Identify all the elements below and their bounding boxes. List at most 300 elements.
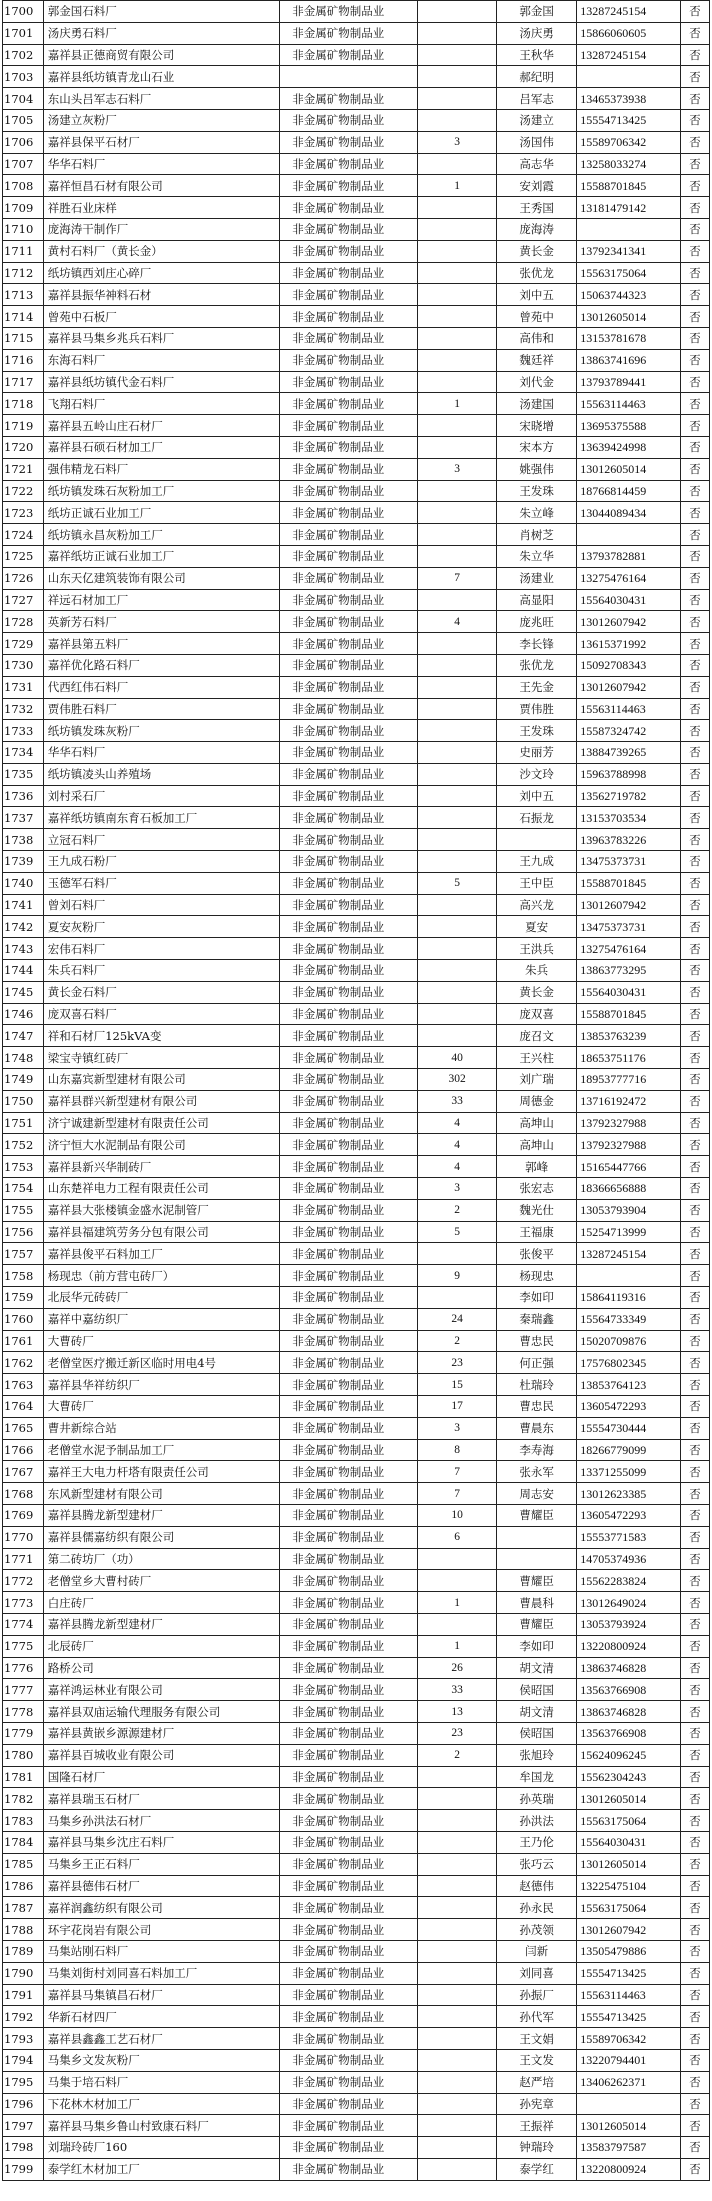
phone-cell: 13012605014 (577, 2115, 681, 2137)
enterprise-table (2, 0, 710, 2181)
enterprise-name-cell: 英新芳石料厂 (43, 611, 280, 633)
count-cell (418, 2006, 497, 2028)
contact-person-cell: 高兴龙 (497, 894, 577, 916)
industry-cell: 非金属矿物制品业 (280, 938, 418, 960)
flag-cell: 否 (681, 1940, 710, 1962)
row-number-cell: 1725 (3, 545, 44, 567)
phone-cell: 13563766908 (577, 1722, 681, 1744)
phone-cell: 14705374936 (577, 1548, 681, 1570)
row-number-cell: 1757 (3, 1243, 44, 1265)
enterprise-name-cell: 曾刘石料厂 (43, 894, 280, 916)
table-row (3, 1722, 710, 1744)
enterprise-name-cell: 嘉祥县鑫鑫工艺石材厂 (43, 2028, 280, 2050)
contact-person-cell: 刘同喜 (497, 1962, 577, 1984)
row-number-cell: 1789 (3, 1940, 44, 1962)
enterprise-name-cell: 嘉祥王大电力杆塔有限责任公司 (43, 1461, 280, 1483)
count-cell (418, 1, 497, 23)
count-cell (418, 153, 497, 175)
table-row (3, 1679, 710, 1701)
industry-cell: 非金属矿物制品业 (280, 1679, 418, 1701)
contact-person-cell: 孙宪章 (497, 2093, 577, 2115)
industry-cell: 非金属矿物制品业 (280, 327, 418, 349)
table-row (3, 1701, 710, 1723)
enterprise-name-cell: 汤庆勇石料厂 (43, 22, 280, 44)
phone-cell: 18766814459 (577, 480, 681, 502)
industry-cell: 非金属矿物制品业 (280, 1396, 418, 1418)
flag-cell: 否 (681, 2137, 710, 2159)
count-cell (418, 698, 497, 720)
table-row (3, 393, 710, 415)
table-row (3, 1, 710, 23)
phone-cell: 15564733349 (577, 1308, 681, 1330)
industry-cell: 非金属矿物制品业 (280, 1526, 418, 1548)
row-number-cell: 1755 (3, 1199, 44, 1221)
enterprise-name-cell: 下花林木材加工厂 (43, 2093, 280, 2115)
row-number-cell: 1767 (3, 1461, 44, 1483)
industry-cell: 非金属矿物制品业 (280, 1069, 418, 1091)
flag-cell: 否 (681, 567, 710, 589)
contact-person-cell: 曹耀臣 (497, 1613, 577, 1635)
industry-cell: 非金属矿物制品业 (280, 829, 418, 851)
contact-person-cell: 李如印 (497, 1635, 577, 1657)
enterprise-name-cell: 朱兵石料厂 (43, 960, 280, 982)
count-cell: 302 (418, 1069, 497, 1091)
row-number-cell: 1726 (3, 567, 44, 589)
enterprise-name-cell: 山东天亿建筑装饰有限公司 (43, 567, 280, 589)
phone-cell: 15864119316 (577, 1287, 681, 1309)
enterprise-name-cell: 大曹砖厂 (43, 1396, 280, 1418)
flag-cell: 否 (681, 1069, 710, 1091)
contact-person-cell: 姚强伟 (497, 458, 577, 480)
enterprise-name-cell: 宏伟石料厂 (43, 938, 280, 960)
industry-cell: 非金属矿物制品业 (280, 1657, 418, 1679)
industry-cell: 非金属矿物制品业 (280, 2049, 418, 2071)
row-number-cell: 1714 (3, 306, 44, 328)
phone-cell: 13275476164 (577, 938, 681, 960)
contact-person-cell: 郝纪明 (497, 66, 577, 88)
contact-person-cell: 刘中五 (497, 785, 577, 807)
flag-cell: 否 (681, 349, 710, 371)
industry-cell: 非金属矿物制品业 (280, 1308, 418, 1330)
enterprise-name-cell: 嘉祥县瑞玉石材厂 (43, 1788, 280, 1810)
enterprise-name-cell: 嘉祥县儒嘉纺织有限公司 (43, 1526, 280, 1548)
count-cell (418, 2115, 497, 2137)
count-cell (418, 676, 497, 698)
contact-person-cell: 史丽芳 (497, 742, 577, 764)
contact-person-cell: 魏光仕 (497, 1199, 577, 1221)
enterprise-name-cell: 华华石料厂 (43, 742, 280, 764)
enterprise-name-cell: 嘉祥县德伟石材厂 (43, 1875, 280, 1897)
count-cell: 2 (418, 1744, 497, 1766)
row-number-cell: 1746 (3, 1003, 44, 1025)
count-cell: 4 (418, 611, 497, 633)
phone-cell: 18953777716 (577, 1069, 681, 1091)
count-cell (418, 2137, 497, 2159)
table-row (3, 545, 710, 567)
enterprise-name-cell: 第二砖坊厂（功） (43, 1548, 280, 1570)
contact-person-cell: 王振祥 (497, 2115, 577, 2137)
phone-cell: 13258033274 (577, 153, 681, 175)
count-cell (418, 371, 497, 393)
industry-cell: 非金属矿物制品业 (280, 611, 418, 633)
industry-cell: 非金属矿物制品业 (280, 1483, 418, 1505)
industry-cell: 非金属矿物制品业 (280, 1439, 418, 1461)
flag-cell: 否 (681, 2028, 710, 2050)
flag-cell: 否 (681, 1199, 710, 1221)
flag-cell: 否 (681, 393, 710, 415)
flag-cell: 否 (681, 1504, 710, 1526)
industry-cell: 非金属矿物制品业 (280, 1875, 418, 1897)
row-number-cell: 1773 (3, 1592, 44, 1614)
industry-cell: 非金属矿物制品业 (280, 2093, 418, 2115)
table-row (3, 785, 710, 807)
count-cell: 33 (418, 1679, 497, 1701)
row-number-cell: 1729 (3, 633, 44, 655)
row-number-cell: 1723 (3, 502, 44, 524)
row-number-cell: 1703 (3, 66, 44, 88)
flag-cell: 否 (681, 1134, 710, 1156)
table-row (3, 1003, 710, 1025)
contact-person-cell: 汤建国 (497, 393, 577, 415)
count-cell: 5 (418, 1221, 497, 1243)
row-number-cell: 1794 (3, 2049, 44, 2071)
phone-cell: 13053793904 (577, 1199, 681, 1221)
flag-cell: 否 (681, 1766, 710, 1788)
table-row (3, 589, 710, 611)
contact-person-cell: 孙代军 (497, 2006, 577, 2028)
enterprise-name-cell: 嘉祥中嘉纺织厂 (43, 1308, 280, 1330)
row-number-cell: 1701 (3, 22, 44, 44)
flag-cell: 否 (681, 1112, 710, 1134)
flag-cell: 否 (681, 960, 710, 982)
flag-cell: 否 (681, 2093, 710, 2115)
phone-cell: 13012607942 (577, 676, 681, 698)
industry-cell: 非金属矿物制品业 (280, 1810, 418, 1832)
table-row (3, 284, 710, 306)
phone-cell: 13562719782 (577, 785, 681, 807)
count-cell: 15 (418, 1374, 497, 1396)
enterprise-name-cell: 纸坊镇发珠灰粉厂 (43, 720, 280, 742)
enterprise-name-cell: 嘉祥县俊平石料加工厂 (43, 1243, 280, 1265)
row-number-cell: 1759 (3, 1287, 44, 1309)
industry-cell: 非金属矿物制品业 (280, 851, 418, 873)
enterprise-name-cell: 大曹砖厂 (43, 1330, 280, 1352)
contact-person-cell: 宋本方 (497, 436, 577, 458)
flag-cell: 否 (681, 851, 710, 873)
enterprise-name-cell: 嘉祥县第五料厂 (43, 633, 280, 655)
count-cell (418, 960, 497, 982)
enterprise-name-cell: 嘉祥县振华神料石材 (43, 284, 280, 306)
industry-cell: 非金属矿物制品业 (280, 1461, 418, 1483)
industry-cell: 非金属矿物制品业 (280, 763, 418, 785)
enterprise-name-cell: 老僧堂乡大曹村砖厂 (43, 1570, 280, 1592)
count-cell: 3 (418, 1417, 497, 1439)
table-row (3, 327, 710, 349)
table-row (3, 1548, 710, 1570)
industry-cell: 非金属矿物制品业 (280, 1635, 418, 1657)
row-number-cell: 1732 (3, 698, 44, 720)
table-row (3, 1287, 710, 1309)
flag-cell: 否 (681, 1439, 710, 1461)
phone-cell: 13465373938 (577, 88, 681, 110)
count-cell (418, 720, 497, 742)
flag-cell: 否 (681, 1, 710, 23)
industry-cell: 非金属矿物制品业 (280, 1570, 418, 1592)
industry-cell: 非金属矿物制品业 (280, 1766, 418, 1788)
count-cell (418, 1810, 497, 1832)
contact-person-cell: 赵严培 (497, 2071, 577, 2093)
phone-cell: 15563175064 (577, 262, 681, 284)
contact-person-cell: 侯昭国 (497, 1679, 577, 1701)
count-cell (418, 2071, 497, 2093)
enterprise-name-cell: 嘉祥纸坊镇南东育石板加工厂 (43, 807, 280, 829)
flag-cell: 否 (681, 371, 710, 393)
enterprise-name-cell: 嘉祥鸿运林业有限公司 (43, 1679, 280, 1701)
phone-cell: 13475373731 (577, 916, 681, 938)
flag-cell: 否 (681, 938, 710, 960)
flag-cell: 否 (681, 284, 710, 306)
flag-cell: 否 (681, 1025, 710, 1047)
flag-cell: 否 (681, 175, 710, 197)
enterprise-name-cell: 华华石料厂 (43, 153, 280, 175)
industry-cell: 非金属矿物制品业 (280, 545, 418, 567)
table-row (3, 1199, 710, 1221)
contact-person-cell: 孙英瑞 (497, 1788, 577, 1810)
contact-person-cell: 王秋华 (497, 44, 577, 66)
contact-person-cell: 闫新 (497, 1940, 577, 1962)
row-number-cell: 1798 (3, 2137, 44, 2159)
contact-person-cell: 汤国伟 (497, 131, 577, 153)
phone-cell: 13053793924 (577, 1613, 681, 1635)
table-row (3, 1810, 710, 1832)
row-number-cell: 1728 (3, 611, 44, 633)
table-row (3, 131, 710, 153)
contact-person-cell: 周志安 (497, 1483, 577, 1505)
table-row (3, 175, 710, 197)
count-cell (418, 349, 497, 371)
count-cell: 3 (418, 1178, 497, 1200)
row-number-cell: 1777 (3, 1679, 44, 1701)
phone-cell: 13863773295 (577, 960, 681, 982)
row-number-cell: 1758 (3, 1265, 44, 1287)
row-number-cell: 1741 (3, 894, 44, 916)
count-cell (418, 22, 497, 44)
row-number-cell: 1751 (3, 1112, 44, 1134)
contact-person-cell: 周德金 (497, 1090, 577, 1112)
phone-cell: 18653751176 (577, 1047, 681, 1069)
table-row (3, 371, 710, 393)
row-number-cell: 1712 (3, 262, 44, 284)
count-cell (418, 415, 497, 437)
table-row (3, 1504, 710, 1526)
table-row (3, 1635, 710, 1657)
flag-cell: 否 (681, 1984, 710, 2006)
enterprise-name-cell: 马集于培石料厂 (43, 2071, 280, 2093)
row-number-cell: 1790 (3, 1962, 44, 1984)
industry-cell: 非金属矿物制品业 (280, 1548, 418, 1570)
industry-cell: 非金属矿物制品业 (280, 1352, 418, 1374)
industry-cell: 非金属矿物制品业 (280, 2028, 418, 2050)
count-cell (418, 1613, 497, 1635)
industry-cell: 非金属矿物制品业 (280, 785, 418, 807)
count-cell (418, 545, 497, 567)
count-cell: 5 (418, 872, 497, 894)
table-row (3, 1744, 710, 1766)
count-cell (418, 66, 497, 88)
table-row (3, 1461, 710, 1483)
enterprise-name-cell: 嘉祥县纸坊镇青龙山石业 (43, 66, 280, 88)
enterprise-name-cell: 山东嘉宾新型建材有限公司 (43, 1069, 280, 1091)
table-row (3, 851, 710, 873)
flag-cell: 否 (681, 545, 710, 567)
contact-person-cell: 胡文清 (497, 1657, 577, 1679)
row-number-cell: 1731 (3, 676, 44, 698)
table-row (3, 1265, 710, 1287)
count-cell (418, 981, 497, 1003)
industry-cell: 非金属矿物制品业 (280, 1, 418, 23)
enterprise-name-cell: 马集乡王正石料厂 (43, 1853, 280, 1875)
flag-cell: 否 (681, 218, 710, 240)
enterprise-name-cell: 嘉祥县纸坊镇代金石料厂 (43, 371, 280, 393)
table-row (3, 676, 710, 698)
phone-cell: 13583797587 (577, 2137, 681, 2159)
contact-person-cell: 孙洪法 (497, 1810, 577, 1832)
enterprise-name-cell: 济宁诚建新型建材有限责任公司 (43, 1112, 280, 1134)
industry-cell: 非金属矿物制品业 (280, 1090, 418, 1112)
count-cell (418, 306, 497, 328)
flag-cell: 否 (681, 1701, 710, 1723)
count-cell: 7 (418, 567, 497, 589)
phone-cell (577, 524, 681, 546)
contact-person-cell: 庞双喜 (497, 1003, 577, 1025)
industry-cell: 非金属矿物制品业 (280, 306, 418, 328)
industry-cell: 非金属矿物制品业 (280, 633, 418, 655)
phone-cell: 15563114463 (577, 393, 681, 415)
industry-cell: 非金属矿物制品业 (280, 807, 418, 829)
industry-cell: 非金属矿物制品业 (280, 2158, 418, 2180)
flag-cell: 否 (681, 66, 710, 88)
count-cell (418, 1766, 497, 1788)
contact-person-cell (497, 1548, 577, 1570)
row-number-cell: 1730 (3, 654, 44, 676)
contact-person-cell: 沙文玲 (497, 763, 577, 785)
phone-cell: 15589706342 (577, 2028, 681, 2050)
count-cell: 13 (418, 1701, 497, 1723)
industry-cell: 非金属矿物制品业 (280, 1265, 418, 1287)
table-row (3, 306, 710, 328)
table-row (3, 1047, 710, 1069)
table-row (3, 567, 710, 589)
industry-cell: 非金属矿物制品业 (280, 1788, 418, 1810)
phone-cell: 15624096245 (577, 1744, 681, 1766)
contact-person-cell: 郭金国 (497, 1, 577, 23)
industry-cell: 非金属矿物制品业 (280, 567, 418, 589)
flag-cell: 否 (681, 807, 710, 829)
phone-cell: 15564030431 (577, 589, 681, 611)
enterprise-name-cell: 嘉祥县五岭山庄石材厂 (43, 415, 280, 437)
row-number-cell: 1786 (3, 1875, 44, 1897)
table-row (3, 1439, 710, 1461)
contact-person-cell: 高志华 (497, 153, 577, 175)
contact-person-cell: 王兴柱 (497, 1047, 577, 1069)
table-row (3, 829, 710, 851)
phone-cell (577, 1265, 681, 1287)
flag-cell: 否 (681, 981, 710, 1003)
contact-person-cell: 汤庆勇 (497, 22, 577, 44)
industry-cell: 非金属矿物制品业 (280, 1613, 418, 1635)
row-number-cell: 1761 (3, 1330, 44, 1352)
enterprise-name-cell: 华新石材四厂 (43, 2006, 280, 2028)
enterprise-name-cell: 东海石料厂 (43, 349, 280, 371)
phone-cell: 13863746828 (577, 1701, 681, 1723)
industry-cell: 非金属矿物制品业 (280, 720, 418, 742)
contact-person-cell: 杨现忠 (497, 1265, 577, 1287)
enterprise-name-cell: 东山头吕军志石料厂 (43, 88, 280, 110)
flag-cell: 否 (681, 1613, 710, 1635)
enterprise-name-cell: 郭金国石料厂 (43, 1, 280, 23)
row-number-cell: 1745 (3, 981, 44, 1003)
enterprise-name-cell: 嘉祥县马集乡沈庄石料厂 (43, 1831, 280, 1853)
enterprise-name-cell: 王九成石粉厂 (43, 851, 280, 873)
phone-cell: 18266779099 (577, 1439, 681, 1461)
industry-cell: 非金属矿物制品业 (280, 88, 418, 110)
enterprise-name-cell: 嘉祥县百城收业有限公司 (43, 1744, 280, 1766)
phone-cell: 13012605014 (577, 1788, 681, 1810)
enterprise-name-cell: 马集乡孙洪法石材厂 (43, 1810, 280, 1832)
contact-person-cell: 高伟和 (497, 327, 577, 349)
enterprise-name-cell: 嘉祥县石硕石材加工厂 (43, 436, 280, 458)
table-row (3, 938, 710, 960)
table-row (3, 1330, 710, 1352)
table-row (3, 1308, 710, 1330)
count-cell (418, 938, 497, 960)
count-cell (418, 894, 497, 916)
table-row (3, 44, 710, 66)
contact-person-cell: 魏廷祥 (497, 349, 577, 371)
flag-cell: 否 (681, 131, 710, 153)
phone-cell: 13716192472 (577, 1090, 681, 1112)
row-number-cell: 1775 (3, 1635, 44, 1657)
flag-cell: 否 (681, 1330, 710, 1352)
flag-cell: 否 (681, 872, 710, 894)
row-number-cell: 1718 (3, 393, 44, 415)
table-row (3, 197, 710, 219)
phone-cell: 15587324742 (577, 720, 681, 742)
row-number-cell: 1781 (3, 1766, 44, 1788)
count-cell (418, 1853, 497, 1875)
count-cell (418, 1962, 497, 1984)
phone-cell: 13153703534 (577, 807, 681, 829)
industry-cell: 非金属矿物制品业 (280, 1112, 418, 1134)
count-cell: 17 (418, 1396, 497, 1418)
enterprise-name-cell: 嘉祥县腾龙新型建材厂 (43, 1613, 280, 1635)
flag-cell: 否 (681, 153, 710, 175)
row-number-cell: 1744 (3, 960, 44, 982)
table-row (3, 1657, 710, 1679)
industry-cell: 非金属矿物制品业 (280, 2115, 418, 2137)
row-number-cell: 1788 (3, 1919, 44, 1941)
flag-cell: 否 (681, 1919, 710, 1941)
count-cell (418, 633, 497, 655)
count-cell (418, 524, 497, 546)
contact-person-cell: 曹忠民 (497, 1396, 577, 1418)
phone-cell: 17576802345 (577, 1352, 681, 1374)
contact-person-cell: 吕军志 (497, 88, 577, 110)
flag-cell: 否 (681, 589, 710, 611)
contact-person-cell: 杜瑞玲 (497, 1374, 577, 1396)
flag-cell: 否 (681, 1810, 710, 1832)
phone-cell: 15563114463 (577, 1984, 681, 2006)
